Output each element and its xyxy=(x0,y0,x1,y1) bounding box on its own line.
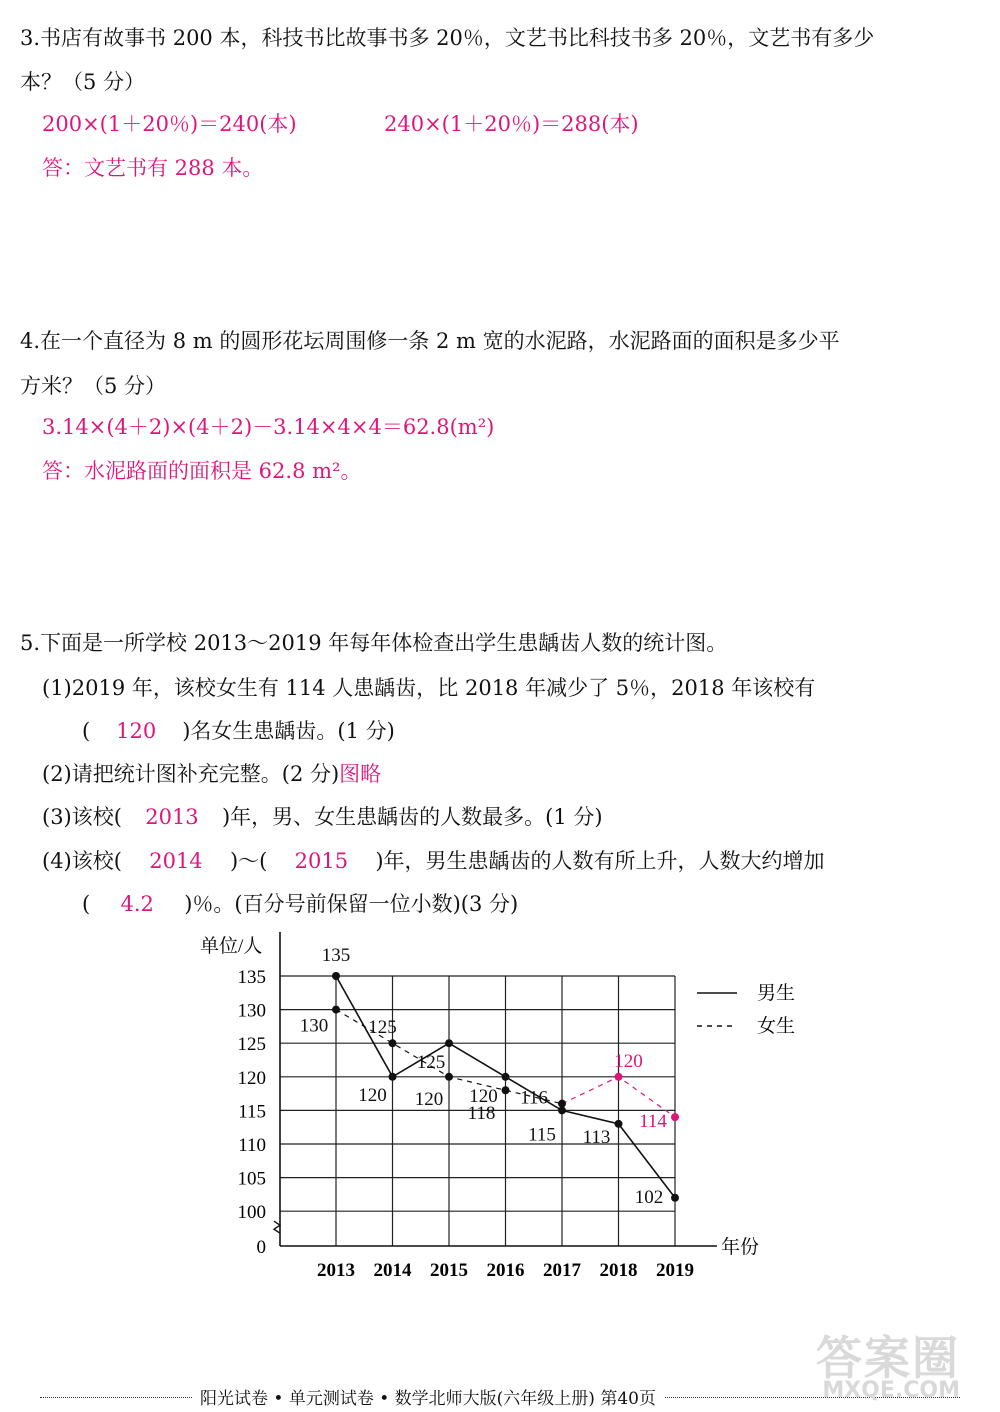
q5-part1-line2: ( 120 )名女生患龋齿。(1 分) xyxy=(82,719,395,743)
y-tick-label: 135 xyxy=(237,967,266,988)
data-point xyxy=(671,1194,679,1202)
q5-part4-line2: ( 4.2 )％。(百分号前保留一位小数)(3 分) xyxy=(82,892,519,916)
data-label: 102 xyxy=(634,1186,664,1208)
line-chart xyxy=(190,920,830,1290)
y-tick-label: 0 xyxy=(256,1237,266,1258)
data-label: 115 xyxy=(528,1124,556,1146)
x-tick-label: 2017 xyxy=(543,1260,581,1281)
data-label: 113 xyxy=(582,1126,611,1148)
data-point xyxy=(332,972,340,980)
data-label: 135 xyxy=(321,945,351,966)
x-tick-label: 2015 xyxy=(430,1260,468,1281)
legend-label: 男生 xyxy=(757,983,796,1004)
data-label: 114 xyxy=(639,1111,667,1133)
q5-part3-answer: 2013 xyxy=(145,805,199,829)
data-point xyxy=(445,1073,453,1081)
data-point xyxy=(558,1100,566,1108)
q4-stem-line1: 4.在一个直径为 8 m 的圆形花坛周围修一条 2 m 宽的水泥路，水泥路面的面积是多少平 xyxy=(20,329,840,353)
data-label: 130 xyxy=(299,1015,329,1037)
q5-part4-line1: (4)该校( 2014 )～( 2015 )年，男生患龋齿的人数有所上升，人数大约增加 xyxy=(42,849,825,873)
chart-legend xyxy=(697,982,795,1037)
q5-part4-answer3: 4.2 xyxy=(120,892,154,916)
y-tick-label: 105 xyxy=(237,1168,266,1190)
data-label: 120 xyxy=(414,1088,444,1110)
q3-stem-line2: 本？（5 分） xyxy=(20,70,146,94)
x-axis-title: 年份 xyxy=(721,1237,760,1258)
q5-part1-answer: 120 xyxy=(116,719,157,743)
data-label: 116 xyxy=(520,1087,548,1109)
q5-part4-answer2: 2015 xyxy=(294,849,349,873)
data-point xyxy=(389,1039,397,1047)
chart-ticks xyxy=(238,967,695,1281)
x-tick-label: 2013 xyxy=(317,1260,355,1281)
y-axis-title: 单位/人 xyxy=(200,936,263,957)
watermark-url: MXQE.COM xyxy=(822,1378,960,1403)
x-tick-label: 2014 xyxy=(373,1260,412,1281)
data-label: 118 xyxy=(467,1103,496,1125)
q3-calc2: 240×(1＋20％)＝288(本) xyxy=(384,112,639,136)
y-tick-label: 115 xyxy=(238,1101,266,1123)
x-tick-label: 2018 xyxy=(599,1260,638,1281)
footer-text: 阳光试卷 • 单元测试卷 • 数学北师大版(六年级上册) 第40页 xyxy=(192,1384,664,1409)
data-point xyxy=(445,1039,453,1047)
y-tick-label: 110 xyxy=(238,1135,266,1156)
y-tick-label: 100 xyxy=(237,1202,266,1224)
y-tick-label: 120 xyxy=(237,1067,266,1089)
q5-part4-answer1: 2014 xyxy=(149,849,203,873)
data-point xyxy=(615,1073,623,1081)
data-label: 125 xyxy=(416,1052,446,1074)
x-tick-label: 2016 xyxy=(486,1260,525,1281)
legend-label: 女生 xyxy=(757,1016,796,1037)
q5-stem: 5.下面是一所学校 2013～2019 年每年体检查出学生患龋齿人数的统计图。 xyxy=(20,631,728,655)
q4-answer: 答：水泥路面的面积是 62.8 m²。 xyxy=(42,459,362,483)
q3-answer: 答：文艺书有 288 本。 xyxy=(42,156,264,180)
data-point xyxy=(502,1073,510,1081)
q5-part1-line1: (1)2019 年，该校女生有 114 人患龋齿，比 2018 年减少了 5％，2018 年该校有 xyxy=(42,676,816,700)
data-point xyxy=(615,1120,623,1128)
data-point xyxy=(332,1006,340,1014)
q3-calc1: 200×(1＋20％)＝240(本) xyxy=(42,112,297,136)
q5-part2-answer: 图略 xyxy=(339,762,382,786)
watermark-logo: 答案圈 xyxy=(816,1331,960,1385)
axis-break xyxy=(274,1221,280,1233)
x-tick-label: 2019 xyxy=(656,1260,694,1281)
q4-stem-line2: 方米？（5 分） xyxy=(20,374,167,398)
q3-stem-line1: 3.书店有故事书 200 本，科技书比故事书多 20％，文艺书比科技书多 20％，文艺书有多少 xyxy=(20,26,875,50)
q5-part3: (3)该校( 2013 )年，男、女生患龋齿的人数最多。(1 分) xyxy=(42,805,603,829)
q4-calc: 3.14×(4＋2)×(4＋2)－3.14×4×4＝62.8(m²) xyxy=(42,415,495,439)
data-label: 125 xyxy=(368,1017,397,1039)
data-point xyxy=(502,1086,510,1094)
data-point xyxy=(389,1073,397,1081)
data-label: 120 xyxy=(614,1050,643,1072)
data-label: 120 xyxy=(469,1085,498,1107)
y-tick-label: 130 xyxy=(237,1000,266,1022)
data-label: 120 xyxy=(358,1084,387,1106)
y-tick-label: 125 xyxy=(237,1034,266,1056)
data-point xyxy=(671,1113,679,1121)
q5-part2: (2)请把统计图补充完整。(2 分)图略 xyxy=(42,762,382,786)
